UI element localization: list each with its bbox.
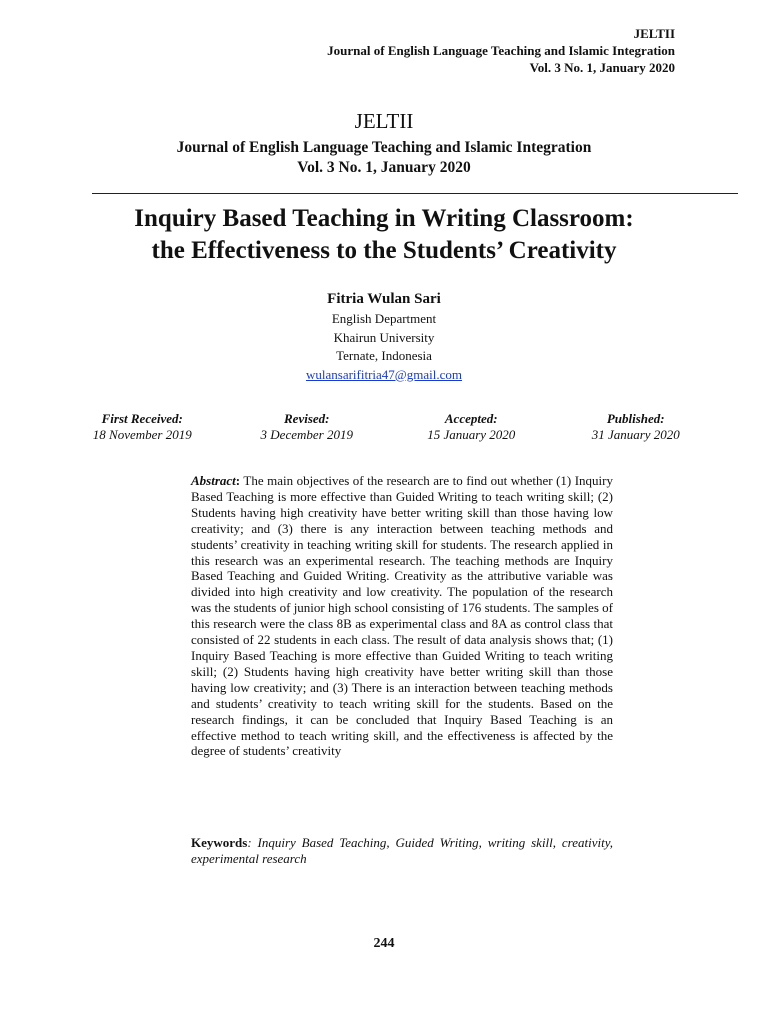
author-block	[0, 288, 768, 384]
running-header-journal-short: JELTII	[633, 26, 675, 41]
masthead-volume: Vol. 3 No. 1, January 2020	[297, 159, 471, 176]
masthead-journal-short: JELTII	[354, 109, 414, 133]
date-value: 18 November 2019	[92, 427, 192, 442]
paper-title-line-2: the Effectiveness to the Students’ Creativity	[151, 237, 617, 264]
date-first-received	[60, 411, 225, 443]
keywords	[191, 835, 613, 867]
date-revised	[225, 411, 390, 443]
keywords-colon: :	[247, 835, 252, 850]
running-header-volume: Vol. 3 No. 1, January 2020	[529, 60, 675, 75]
date-accepted	[389, 411, 554, 443]
keywords-text: Inquiry Based Teaching, Guided Writing, writing skill, creativity, experimental research	[191, 835, 613, 866]
abstract	[191, 473, 613, 759]
date-value: 3 December 2019	[260, 427, 353, 442]
page-number: 244	[373, 936, 395, 951]
journal-masthead	[0, 108, 768, 178]
running-header	[327, 25, 675, 76]
date-value: 31 January 2020	[591, 427, 680, 442]
abstract-colon: :	[235, 473, 241, 488]
date-label: Published:	[606, 411, 665, 426]
abstract-text: The main objectives of the research are to find out whether (1) Inquiry Based Teaching is more effective than Guided Writing to teach writing skill; (2) Students having high creativity have better writing skill than those having low creativity; and (3) there is any interaction between teaching methods and students’ creativity in teaching writing skill for students. The research applied in this research was an experimental research. The teaching methods are Inquiry Based Teaching and Guided Writing. Creativity as the attributive variable was divided into high creativity and low creativity. The population of the research was the students of junior high school consisting of 176 students. The samples of this research were the class 8B as experimental class and 8A as control class that consisted of 22 students in each class. The result of data analysis shows that; (1) Inquiry Based Teaching is more effective than Guided Writing to teach writing skill; (2) Students having high creativity have better writing skill than those having low creativity; and (3) There is an interaction between teaching methods and students’ creativity to teach writing skill for the students. Based on the research findings, it can be concluded that Inquiry Based Teaching is an effective method to teach writing skill, and the effectiveness is affected by the degree of students’ creativity	[191, 473, 613, 759]
date-label: First Received:	[101, 411, 183, 426]
author-university: Khairun University	[333, 329, 435, 345]
keywords-label: Keywords	[191, 835, 248, 850]
date-value: 15 January 2020	[427, 427, 516, 442]
paper-title	[60, 203, 708, 267]
date-published	[554, 411, 719, 443]
paper-title-line-1: Inquiry Based Teaching in Writing Classroom:	[134, 205, 634, 232]
author-name: Fitria Wulan Sari	[327, 291, 441, 307]
masthead-journal-full: Journal of English Language Teaching and Islamic Integration	[176, 139, 592, 156]
date-label: Revised:	[284, 411, 330, 426]
publication-dates	[60, 411, 718, 443]
author-email-link[interactable]: wulansarifitria47@gmail.com	[305, 366, 462, 382]
date-label: Accepted:	[444, 411, 498, 426]
author-location: Ternate, Indonesia	[336, 348, 432, 363]
running-header-journal-full: Journal of English Language Teaching and Islamic Integration	[327, 43, 675, 58]
author-department: English Department	[331, 311, 437, 326]
abstract-label: Abstract	[191, 473, 236, 488]
title-divider	[92, 193, 738, 194]
